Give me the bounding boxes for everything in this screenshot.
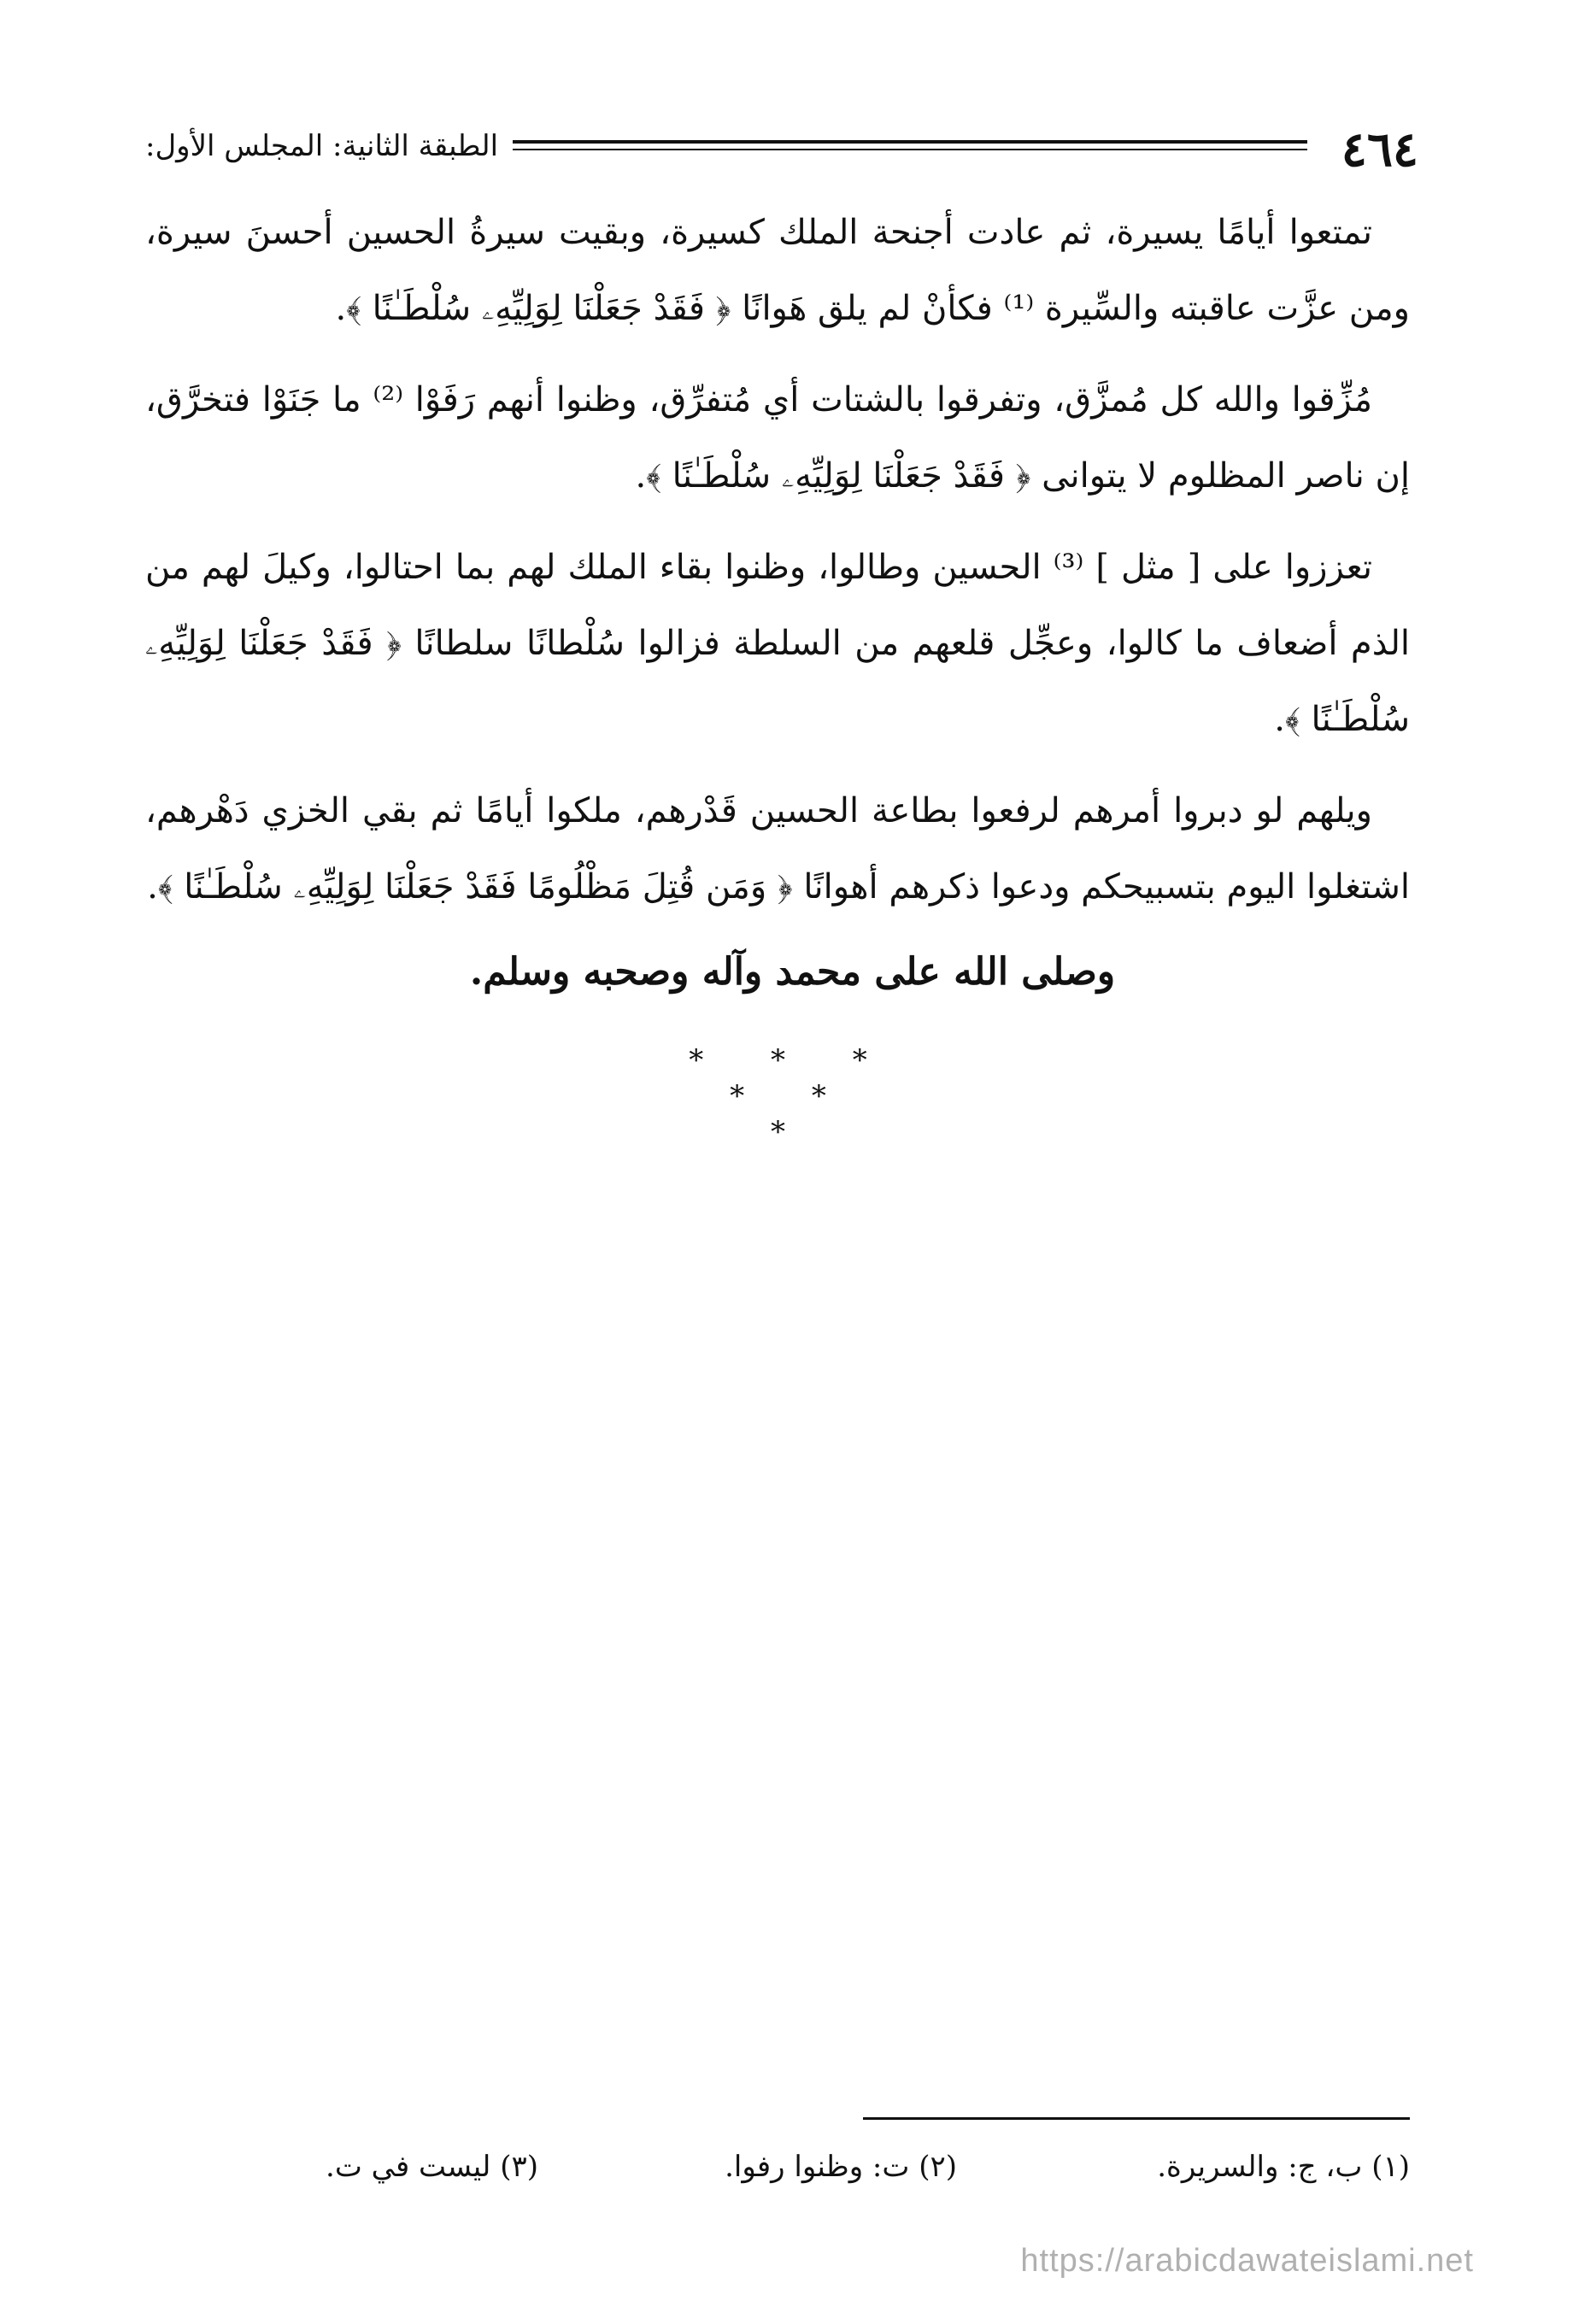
page-number: ٤٦٤: [1341, 121, 1418, 178]
footnotes: [222, 2143, 1410, 2194]
running-header: [145, 120, 1418, 179]
footnote-3: (٣) ليست في ت.: [326, 2150, 538, 2184]
closing-line: وصلى الله على محمد وآله وصحبه وسلم.: [469, 950, 1116, 994]
body-text: [145, 195, 1410, 941]
ornament-row-3: *: [771, 1115, 814, 1149]
footnote-rule: [863, 2117, 1410, 2120]
footnote-2: (٢) ت: وظنوا رفوا.: [725, 2150, 957, 2184]
paragraph-2: مُزِّقوا والله كل مُمزَّق، وتفرقوا بالشتات أي مُتفرِّق، وظنوا أنهم رَفَوْا ⁽²⁾ ما جَنَوْا فتخرَّق، إن ناصر المظلوم لا يتوانى ﴿ فَقَدْ جَعَلْنَا لِوَلِيِّهِۦ سُلْطَـٰنًا ﴾.: [145, 380, 1410, 496]
paragraph-3: تعززوا على [ مثل ] ⁽³⁾ الحسين وطالوا، وظنوا بقاء الملك لهم بما احتالوا، وكيلَ لهم من الذم أضعاف ما كالوا، وعجِّل قلعهم من السلطة فزالوا سُلْطانًا سلطانًا ﴿ فَقَدْ جَعَلْنَا لِوَلِيِّهِۦ سُلْطَـٰنًا ﴾.: [145, 548, 1410, 739]
paragraph-4: ويلهم لو دبروا أمرهم لرفعوا بطاعة الحسين قَدْرهم، ملكوا أيامًا ثم بقي الخزي دَهْرهم، اشتغلوا اليوم بتسبيحكم ودعوا ذكرهم أهوانًا ﴿ وَمَن قُتِلَ مَظْلُومًا فَقَدْ جَعَلْنَا لِوَلِيِّهِۦ سُلْطَـٰنًا ﴾.: [145, 791, 1410, 907]
paragraph-1: تمتعوا أيامًا يسيرة، ثم عادت أجنحة الملك كسيرة، وبقيت سيرةُ الحسين أحسنَ سيرة، ومن عزَّت عاقبته والسِّيرة ⁽¹⁾ فكأنْ لم يلق هَوانًا ﴿ فَقَدْ جَعَلْنَا لِوَلِيِّهِۦ سُلْطَـٰنًا ﴾.: [145, 213, 1410, 328]
ornament-row-2: * *: [730, 1079, 855, 1113]
header-rule-thin: [513, 149, 1307, 150]
header-title: الطبقة الثانية: المجلس الأول:: [145, 129, 499, 163]
asterisk-ornament: [0, 1042, 1585, 1150]
watermark-url: https://arabicdawateislami.net: [1020, 2243, 1474, 2279]
ornament-row-1: * * *: [689, 1043, 896, 1077]
header-rule: [513, 140, 1307, 144]
footnote-1: (١) ب، ج: والسريرة.: [1157, 2150, 1410, 2184]
